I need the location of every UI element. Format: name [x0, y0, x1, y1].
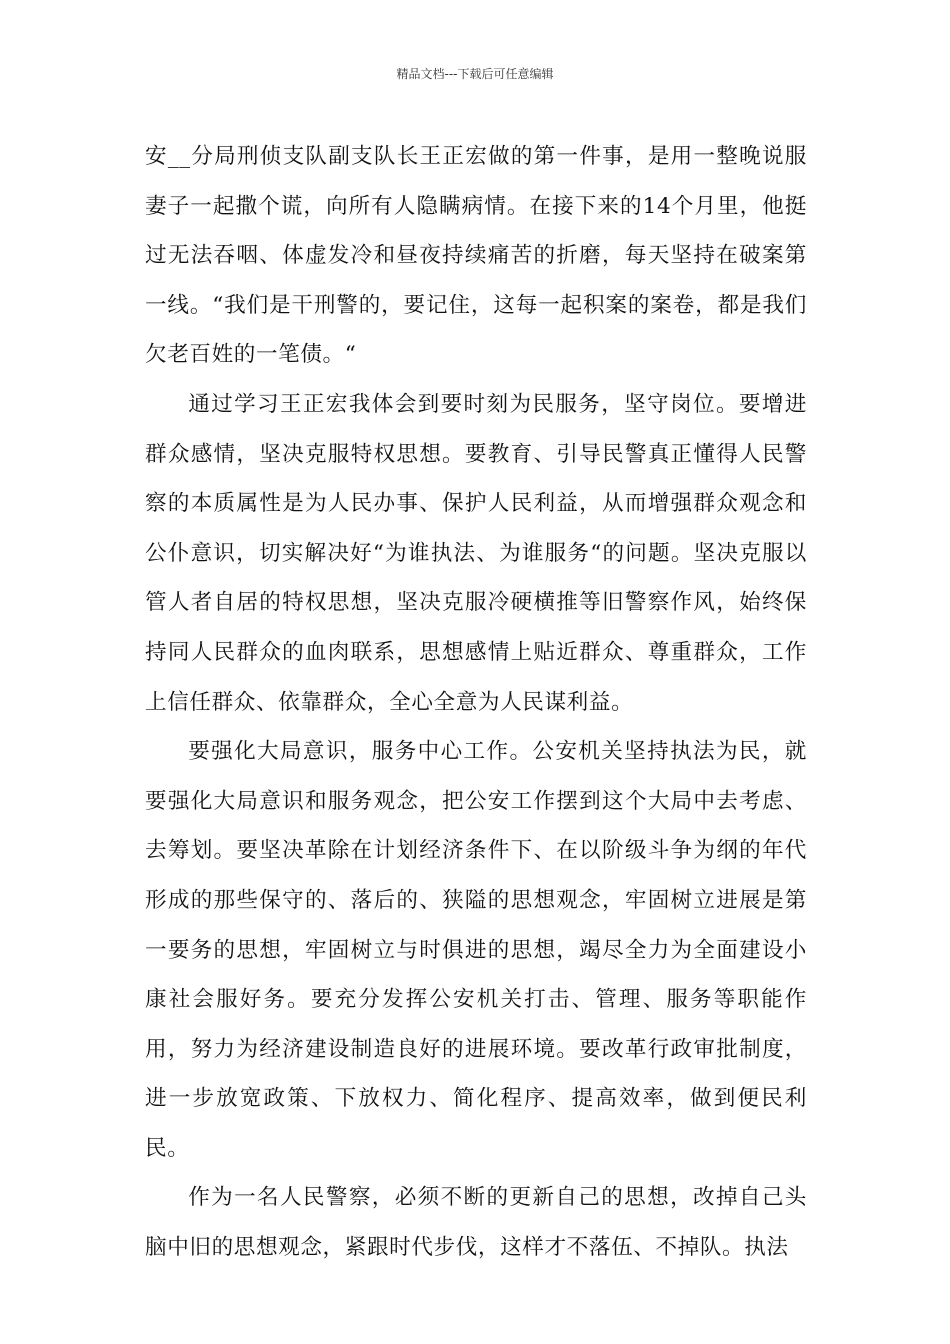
- paragraph-1: 安__分局刑侦支队副支队长王正宏做的第一件事，是用一整晚说服妻子一起撒个谎，向所有人隐瞒病情。在接下来的14个月里，他挺过无法吞咽、体虚发冷和昼夜持续痛苦的折磨，每天坚持在破案第一线。“我们是干刑警的，要记住，这每一起积案的案卷，都是我们欠老百姓的一笔债。“: [145, 144, 807, 368]
- paragraph-3: 要强化大局意识，服务中心工作。公安机关坚持执法为民，就要强化大局意识和服务观念，把公安工作摆到这个大局中去考虑、去筹划。要坚决革除在计划经济条件下、在以阶级斗争为纲的年代形成的那些保守的、落后的、狭隘的思想观念，牢固树立进展是第一要务的思想，牢固树立与时俱进的思想，竭尽全力为全面建设小康社会服好务。要充分发挥公安机关打击、管理、服务等职能作用，努力为经济建设制造良好的进展环境。要改革行政审批制度，进一步放宽政策、下放权力、简化程序、提高效率，做到便民利民。: [145, 739, 807, 1161]
- paragraph-4: 作为一名人民警察，必须不断的更新自己的思想，改掉自己头脑中旧的思想观念，紧跟时代步伐，这样才不落伍、不掉队。执法: [145, 1185, 807, 1261]
- document-body: [145, 132, 807, 1273]
- page-header: 精品文档---下载后可任意编辑: [396, 67, 554, 81]
- paragraph-2: 通过学习王正宏我体会到要时刻为民服务，坚守岗位。要增进群众感情，坚决克服特权思想。要教育、引导民警真正懂得人民警察的本质属性是为人民办事、保护人民利益，从而增强群众观念和公仆意识，切实解决好“为谁执法、为谁服务“的问题。坚决克服以管人者自居的特权思想，坚决克服冷硬横推等旧警察作风，始终保持同人民群众的血肉联系，思想感情上贴近群众、尊重群众，工作上信任群众、依靠群众，全心全意为人民谋利益。: [145, 391, 807, 715]
